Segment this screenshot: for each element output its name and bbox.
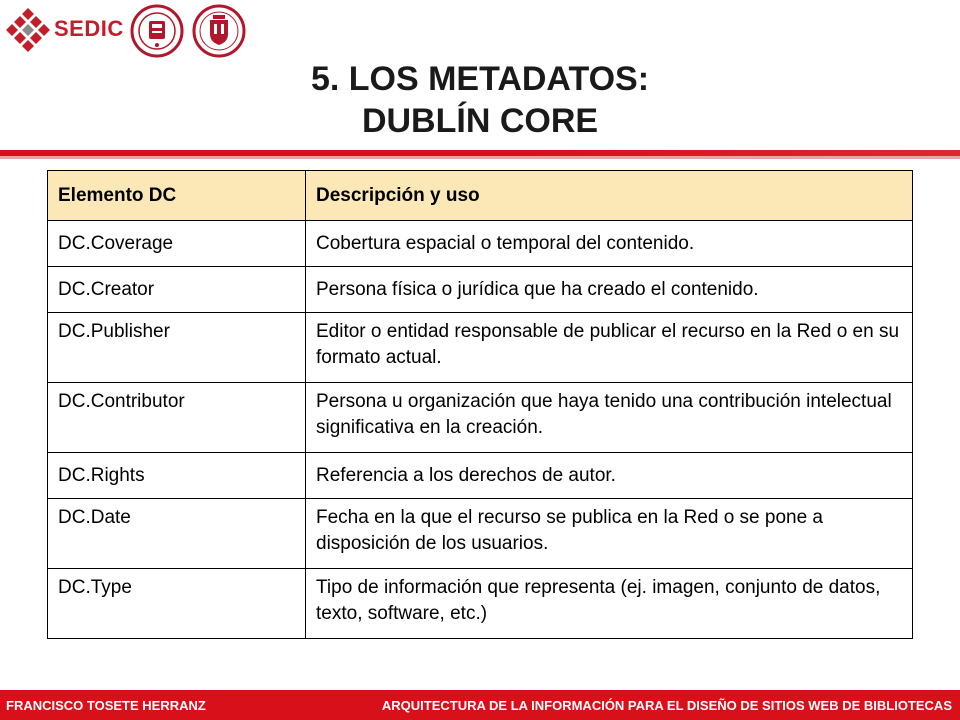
element-cell: DC.Date [48, 499, 306, 569]
table-row [48, 453, 913, 499]
description-cell: Fecha en la que el recurso se publica en la Red o se pone a disposición de los usuarios. [306, 499, 913, 569]
element-cell: DC.Publisher [48, 313, 306, 383]
university-seal-icon [130, 4, 184, 58]
footer-course-title: ARQUITECTURA DE LA INFORMACIÓN PARA EL DISEÑO DE SITIOS WEB DE BIBLIOTECAS [381, 698, 952, 713]
title-divider [0, 148, 960, 162]
element-cell: DC.Creator [48, 267, 306, 313]
column-header-element: Elemento DC [48, 171, 306, 221]
element-cell: DC.Type [48, 569, 306, 639]
description-cell: Persona u organización que haya tenido una contribución intelectual significativa en la creación. [306, 383, 913, 453]
description-cell: Referencia a los derechos de autor. [306, 453, 913, 499]
crest-seal-icon [192, 4, 246, 58]
page-title [0, 58, 960, 142]
column-header-description: Descripción y uso [306, 171, 913, 221]
description-cell: Tipo de información que representa (ej. imagen, conjunto de datos, texto, software, etc.) [306, 569, 913, 639]
table-row [48, 383, 913, 453]
footer-author: FRANCISCO TOSETE HERRANZ [6, 698, 206, 713]
footer-bar [0, 690, 960, 720]
table-row [48, 569, 913, 639]
element-cell: DC.Coverage [48, 221, 306, 267]
table-header-row [48, 171, 913, 221]
description-cell: Persona física o jurídica que ha creado el contenido. [306, 267, 913, 313]
table-row [48, 313, 913, 383]
sedic-logo-icon [4, 6, 52, 54]
title-line-1: 5. LOS METADATOS: [310, 60, 650, 98]
element-cell: DC.Contributor [48, 383, 306, 453]
sedic-logo-text: SEDIC [54, 16, 124, 41]
table-row [48, 267, 913, 313]
element-cell: DC.Rights [48, 453, 306, 499]
dublin-core-table [47, 170, 913, 639]
title-line-2: DUBLÍN CORE [361, 102, 599, 140]
table-row [48, 499, 913, 569]
description-cell: Editor o entidad responsable de publicar el recurso en la Red o en su formato actual. [306, 313, 913, 383]
description-cell: Cobertura espacial o temporal del contenido. [306, 221, 913, 267]
divider-stripe-icon [0, 148, 960, 162]
table-row [48, 221, 913, 267]
